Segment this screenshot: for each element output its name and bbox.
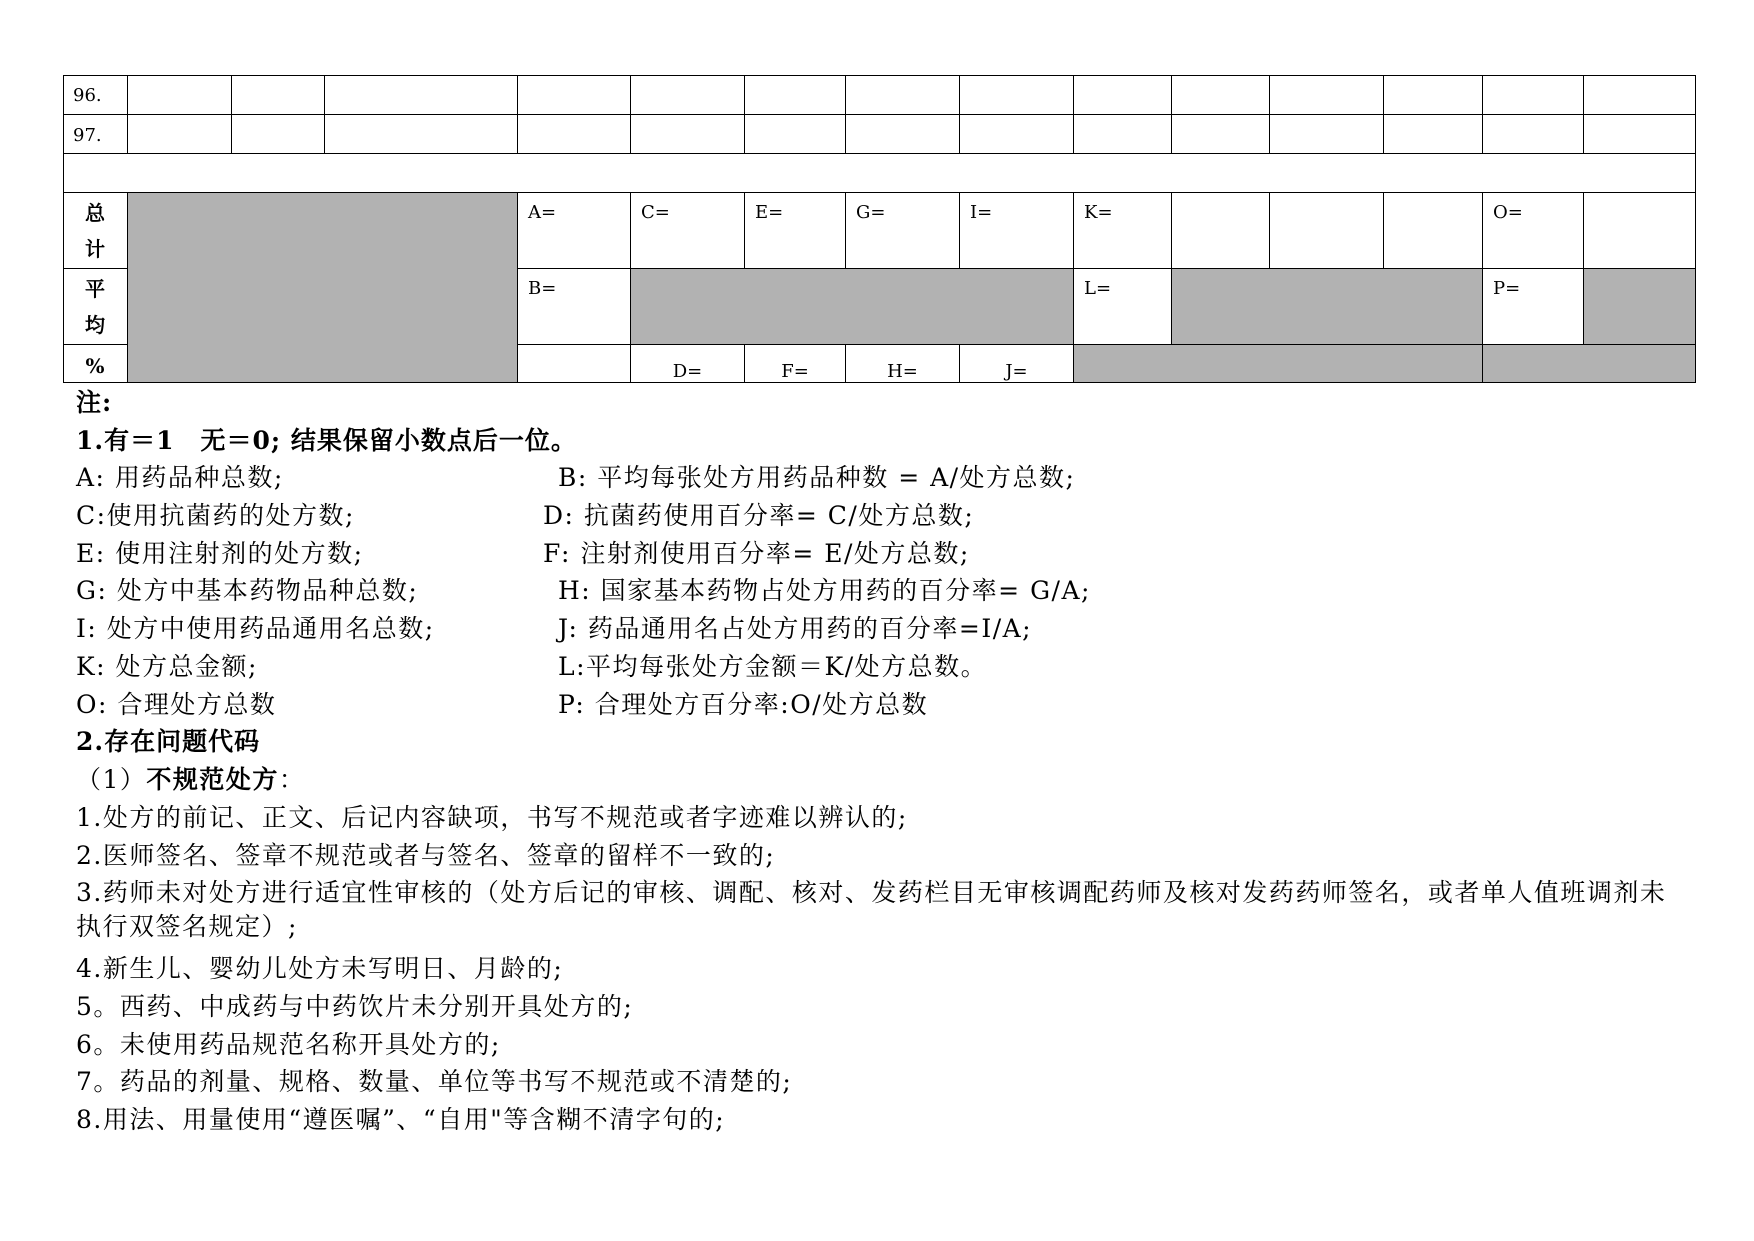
table-cell [324,75,517,114]
percent-j-cell [959,344,1073,383]
subsection-heading [76,763,305,797]
table-cell [1583,75,1696,114]
definition-left: C:使用抗菌药的处方数; [76,501,355,530]
table-cell [744,75,845,114]
total-e-label: E= [755,202,784,223]
problem-item: 6。未使用药品规范名称开具处方的; [76,1030,501,1059]
table-cell [517,344,630,383]
percent-label-cell [63,344,127,383]
table-cell [1383,114,1482,153]
prescription-stats-table [63,75,1696,383]
shaded-block-left [127,192,517,383]
section-2-title: 2.存在问题代码 [76,727,261,756]
problem-item: 1.处方的前记、正文、后记内容缺项，书写不规范或者字迹难以辨认的; [76,803,908,832]
row-97-number-cell [63,114,127,153]
total-e-cell [744,192,845,268]
total-i-label: I= [970,202,993,223]
table-cell [630,114,744,153]
definition-right: L:平均每张处方金额＝K/处方总数。 [558,652,988,681]
table-cell [959,75,1073,114]
definition-right: J: 药品通用名占处方用药的百分率=I/A; [558,614,1033,643]
average-b-cell [517,268,630,344]
definition-left: I: 处方中使用药品通用名总数; [76,614,435,643]
total-a-cell [517,192,630,268]
definition-left: O: 合理处方总数 [76,690,277,719]
total-o-cell [1482,192,1583,268]
total-c-label: C= [641,202,670,223]
table-cell [1482,75,1583,114]
problem-item: 8.用法、用量使用“遵医嘱”、“自用"等含糊不清字句的; [76,1105,726,1134]
definition-left: A: 用药品种总数; [76,463,284,492]
table-cell [630,75,744,114]
table-cell [127,114,231,153]
total-g-cell [845,192,959,268]
definition-right: H: 国家基本药物占处方用药的百分率= G/A; [558,576,1091,605]
rule-1: 1.有＝1 无＝0; 结果保留小数点后一位。 [76,426,577,455]
average-l-label: L= [1084,278,1112,299]
total-k-cell [1073,192,1171,268]
table-cell [517,75,630,114]
average-label-cell [63,268,127,344]
table-cell [1269,114,1383,153]
subsection-title: 不规范处方 [146,765,279,794]
problem-item: 4.新生儿、婴幼儿处方未写明日、月龄的; [76,954,564,983]
table-cell [1171,114,1269,153]
total-k-label: K= [1084,202,1113,223]
shaded-average-block-3 [1583,268,1696,344]
average-p-cell [1482,268,1583,344]
definition-right: D: 抗菌药使用百分率= C/处方总数; [543,501,975,530]
percent-h-label: H= [887,361,918,382]
table-cell [1482,114,1583,153]
table-cell [1269,192,1383,268]
definition-right: P: 合理处方百分率:O/处方总数 [558,690,929,719]
table-cell [1073,114,1171,153]
shaded-percent-block-2 [1482,344,1696,383]
table-cell [1171,192,1269,268]
subsection-prefix: （1） [76,765,147,794]
percent-d-cell [630,344,744,383]
average-label-char-1: 平 [85,277,105,301]
table-cell [231,114,324,153]
table-cell [1583,114,1696,153]
percent-j-label: J= [1005,361,1028,382]
table-cell [959,114,1073,153]
row-96-label: 96. [73,85,102,106]
subsection-suffix: ： [278,765,306,794]
shaded-percent-block [1073,344,1482,383]
table-cell [1383,75,1482,114]
definition-right: F: 注射剂使用百分率= E/处方总数; [543,539,970,568]
shaded-average-block-2 [1171,268,1482,344]
row-97-label: 97. [73,125,102,146]
table-cell [324,114,517,153]
table-cell [1383,192,1482,268]
table-cell [744,114,845,153]
average-l-cell [1073,268,1171,344]
definition-left: G: 处方中基本药物品种总数; [76,576,419,605]
percent-label: % [85,354,105,378]
problem-item: 5。西药、中成药与中药饮片未分别开具处方的; [76,992,634,1021]
table-cell [517,114,630,153]
table-cell [1073,75,1171,114]
row-96-number-cell [63,75,127,114]
definition-right: B: 平均每张处方用药品种数 = A/处方总数; [558,463,1076,492]
table-cell [1269,75,1383,114]
table-cell [231,75,324,114]
problem-item: 2.医师签名、签章不规范或者与签名、签章的留样不一致的; [76,841,776,870]
table-cell [1171,75,1269,114]
average-b-label: B= [528,278,557,299]
notes-heading: 注: [76,388,113,417]
total-label-char-2: 计 [85,237,105,261]
total-label-cell [63,192,127,268]
total-o-label: O= [1493,202,1523,223]
percent-h-cell [845,344,959,383]
table-cell [845,114,959,153]
table-cell [127,75,231,114]
percent-f-label: F= [781,361,809,382]
total-g-label: G= [856,202,886,223]
empty-separator-row [63,153,1696,192]
definition-left: E: 使用注射剂的处方数; [76,539,364,568]
table-cell [845,75,959,114]
problem-item: 7。药品的剂量、规格、数量、单位等书写不规范或不清楚的; [76,1067,793,1096]
average-p-label: P= [1493,278,1521,299]
definition-left: K: 处方总金额; [76,652,258,681]
percent-d-label: D= [672,361,703,382]
percent-f-cell [744,344,845,383]
total-a-label: A= [528,202,557,223]
total-c-cell [630,192,744,268]
shaded-average-block [630,268,1073,344]
table-cell [1583,192,1696,268]
total-label-char-1: 总 [85,201,105,225]
problem-item: 3.药师未对处方进行适宜性审核的（处方后记的审核、调配、核对、发药栏目无审核调配药师及核对发药药师签名，或者单人值班调剂未执行双签名规定）; [76,878,1667,941]
total-i-cell [959,192,1073,268]
average-label-char-2: 均 [85,313,105,337]
